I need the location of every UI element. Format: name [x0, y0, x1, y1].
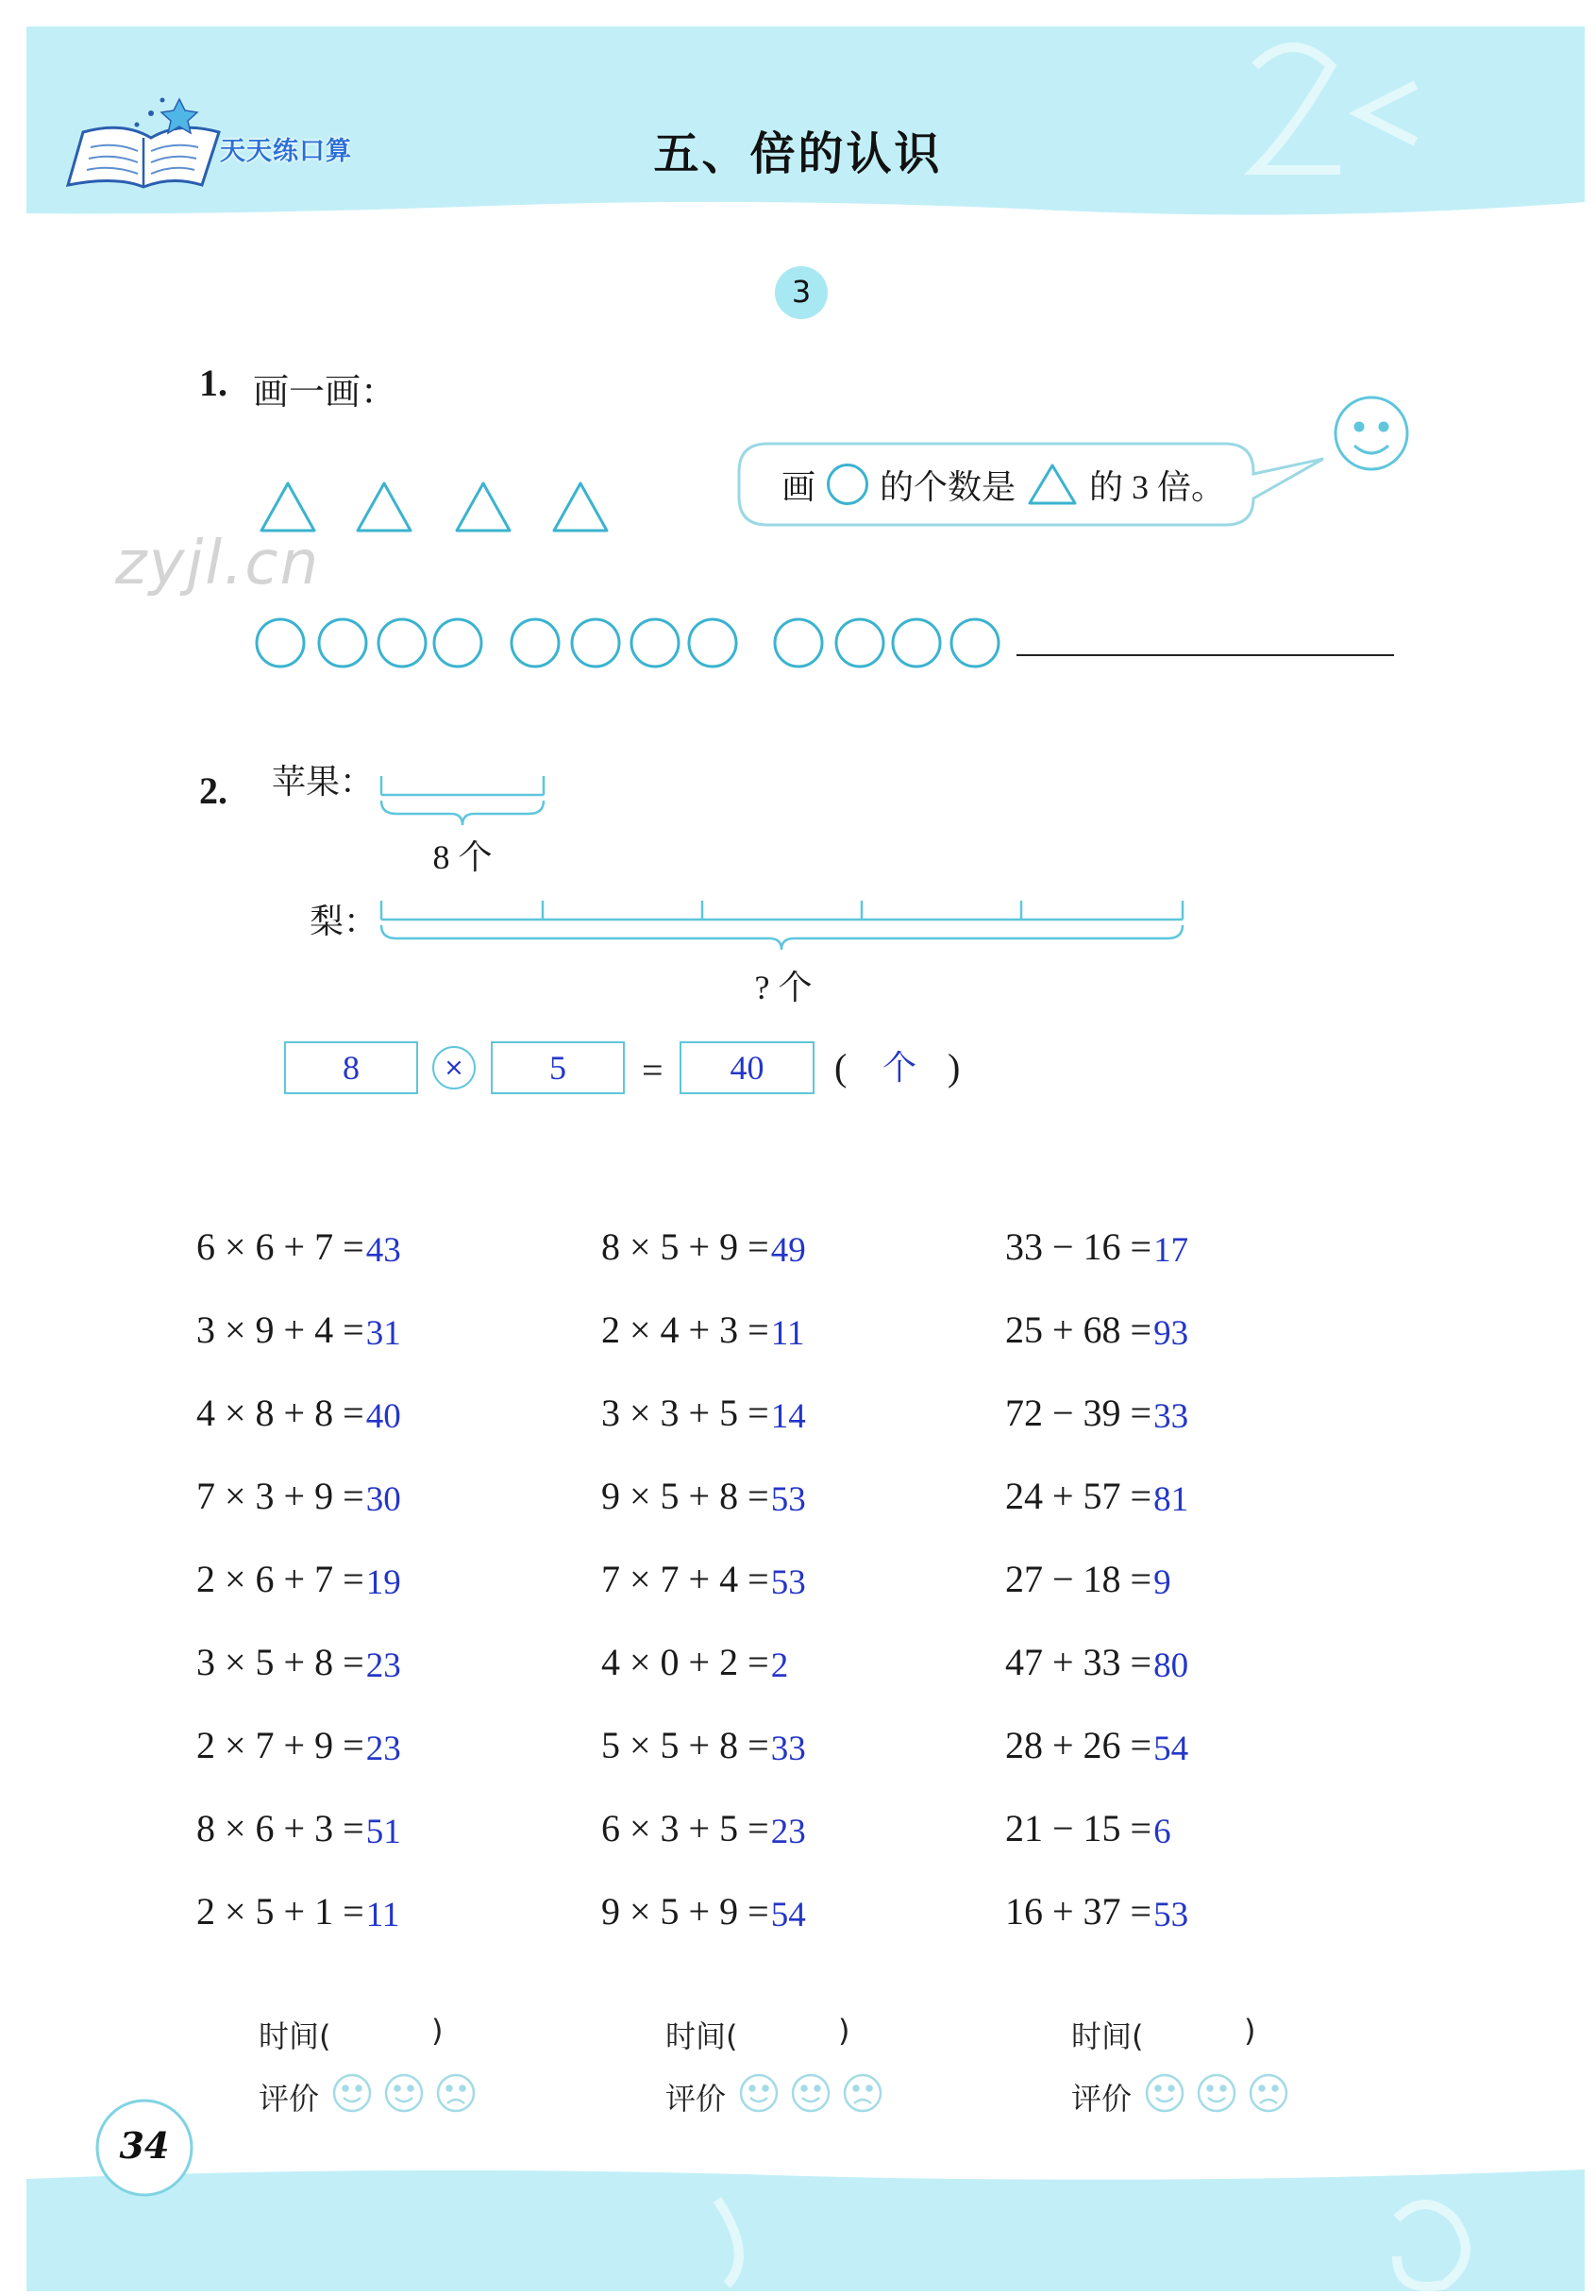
smile-face-icon — [1199, 2075, 1235, 2111]
frown-face-icon — [845, 2075, 881, 2111]
calc-answer: 23 — [365, 1729, 401, 1768]
calc-row — [196, 1288, 401, 1371]
question-1-label: 画一画： — [253, 373, 397, 413]
calc-row — [1005, 1620, 1188, 1703]
calc-row — [196, 1869, 401, 1952]
calc-answer: 54 — [1153, 1729, 1189, 1768]
calc-row — [601, 1703, 806, 1786]
calc-answer: 11 — [365, 1895, 400, 1934]
calc-row — [196, 1454, 401, 1537]
calc-column — [601, 1205, 806, 1952]
star-icon — [160, 98, 165, 103]
bubble-text-count: 的个数是 — [880, 467, 1016, 506]
equation-factor-1: 8 — [284, 1041, 418, 1094]
bubble-text-times: 的 3 倍。 — [1089, 467, 1226, 506]
calc-answer: 80 — [1153, 1646, 1189, 1685]
calc-expression: 4 × 8 + 8 = — [196, 1391, 364, 1434]
calc-column — [1005, 1205, 1188, 1952]
apple-label: 苹果： — [272, 763, 375, 801]
calc-expression: 2 × 4 + 3 = — [601, 1308, 769, 1351]
calc-row — [196, 1620, 401, 1703]
time-close: ) — [838, 2013, 850, 2049]
calc-row — [601, 1205, 806, 1288]
calc-expression: 2 × 5 + 1 = — [196, 1889, 364, 1933]
calc-answer: 49 — [770, 1230, 806, 1270]
calc-answer: 43 — [365, 1230, 401, 1270]
pear-bar — [381, 901, 1183, 950]
calc-row — [601, 1786, 806, 1869]
calc-row — [1005, 1288, 1188, 1371]
calc-answer: 33 — [1153, 1396, 1189, 1436]
calc-row — [1005, 1205, 1188, 1288]
calc-row — [196, 1205, 401, 1288]
calc-expression: 28 + 26 = — [1005, 1723, 1152, 1766]
footer-band — [26, 2169, 1585, 2291]
calc-answer: 93 — [1153, 1313, 1189, 1353]
calc-row — [196, 1786, 401, 1869]
pear-brace — [381, 925, 1183, 950]
circle-shape — [319, 619, 366, 667]
calc-row — [601, 1869, 806, 1952]
calc-answer: 14 — [770, 1396, 806, 1436]
calc-expression: 5 × 5 + 8 = — [601, 1723, 769, 1766]
speech-bubble-text — [776, 457, 1231, 512]
question-1-number: 1. — [199, 362, 227, 404]
unit-paren-open: ( — [834, 1046, 848, 1089]
pear-count: ? 个 — [754, 969, 813, 1006]
calc-expression: 21 − 15 = — [1005, 1806, 1152, 1849]
pear-label: 梨： — [310, 903, 378, 940]
triangle-shape — [261, 483, 314, 531]
rating-label: 评价 — [1071, 2081, 1133, 2117]
calc-answer: 6 — [1153, 1812, 1171, 1851]
smile-face-icon — [1147, 2075, 1183, 2111]
circle-icon — [827, 464, 868, 505]
smile-face-icon — [793, 2075, 829, 2111]
page-number: 34 — [119, 2124, 170, 2167]
time-label: 时间( — [259, 2018, 331, 2054]
circle-shape — [775, 619, 822, 667]
watermark: zyjl.cn — [115, 529, 321, 599]
equals-sign: = — [642, 1049, 664, 1091]
calc-column — [196, 1205, 401, 1952]
time-label: 时间( — [1071, 2018, 1144, 2054]
calc-expression: 3 × 9 + 4 = — [196, 1308, 364, 1351]
equation-unit: 个 — [882, 1049, 917, 1087]
calc-expression: 33 − 16 = — [1005, 1224, 1152, 1268]
lesson-badge: 3 — [791, 274, 812, 310]
calc-row — [601, 1371, 806, 1454]
calc-row — [196, 1371, 401, 1454]
calc-row — [1005, 1703, 1188, 1786]
calc-expression: 47 + 33 = — [1005, 1640, 1152, 1683]
rating-label: 评价 — [665, 2081, 727, 2117]
multiply-sign: × — [432, 1046, 476, 1089]
equation-factor-2: 5 — [491, 1041, 625, 1094]
page-title: 五、倍的认识 — [653, 127, 943, 180]
calc-expression: 2 × 6 + 7 = — [196, 1557, 364, 1600]
calc-expression: 9 × 5 + 8 = — [601, 1474, 769, 1517]
circle-shape — [257, 619, 304, 667]
frown-face-icon — [438, 2075, 474, 2111]
circle-shape — [512, 619, 559, 667]
apple-count: 8 个 — [432, 838, 493, 876]
question-2-number: 2. — [199, 769, 227, 812]
calc-answer: 23 — [365, 1646, 401, 1685]
calc-expression: 16 + 37 = — [1005, 1889, 1152, 1933]
triangle-shape — [457, 483, 510, 531]
circle-shape — [378, 619, 426, 667]
calc-expression: 27 − 18 = — [1005, 1557, 1152, 1600]
circle-shape — [631, 619, 679, 667]
triangle-shape — [358, 483, 411, 531]
triangle-icon — [1027, 463, 1078, 506]
logo-text: 天天练口算 — [220, 137, 352, 166]
calc-answer: 31 — [365, 1313, 401, 1353]
calc-row — [601, 1454, 806, 1537]
calc-answer: 30 — [365, 1479, 401, 1519]
calc-expression: 24 + 57 = — [1005, 1474, 1152, 1517]
calc-expression: 8 × 6 + 3 = — [196, 1806, 364, 1849]
calc-answer: 17 — [1153, 1230, 1189, 1270]
calc-expression: 2 × 7 + 9 = — [196, 1723, 364, 1766]
calc-answer: 53 — [770, 1479, 806, 1519]
calc-expression: 7 × 3 + 9 = — [196, 1474, 364, 1517]
calc-answer: 9 — [1153, 1562, 1171, 1602]
smiley-face-icon — [1336, 397, 1407, 469]
calc-answer: 19 — [365, 1562, 401, 1602]
calc-expression: 72 − 39 = — [1005, 1391, 1152, 1434]
calc-row — [601, 1288, 806, 1371]
smile-face-icon — [741, 2075, 777, 2111]
calc-answer: 53 — [770, 1562, 806, 1602]
calc-answer: 53 — [1153, 1895, 1189, 1934]
calc-answer: 11 — [770, 1313, 805, 1353]
triangle-shape — [554, 483, 607, 531]
calc-expression: 9 × 5 + 9 = — [601, 1889, 769, 1933]
calc-expression: 3 × 3 + 5 = — [601, 1391, 769, 1434]
circle-shape — [951, 619, 999, 667]
calc-row — [1005, 1786, 1188, 1869]
calc-row — [196, 1703, 401, 1786]
calc-row — [196, 1537, 401, 1620]
frown-face-icon — [1251, 2075, 1286, 2111]
calc-expression: 7 × 7 + 4 = — [601, 1557, 769, 1600]
calc-row — [601, 1537, 806, 1620]
calc-expression: 8 × 5 + 9 = — [601, 1224, 769, 1268]
calc-answer: 23 — [770, 1812, 806, 1851]
circle-shape — [689, 619, 736, 667]
smile-face-icon — [334, 2075, 370, 2111]
calc-row — [601, 1620, 806, 1703]
calc-row — [1005, 1371, 1188, 1454]
time-close: ) — [1244, 2013, 1256, 2049]
calc-expression: 25 + 68 = — [1005, 1308, 1152, 1351]
apple-brace — [381, 801, 544, 825]
calc-answer: 54 — [770, 1895, 806, 1934]
rating-label: 评价 — [259, 2081, 320, 2117]
star-icon — [148, 110, 154, 116]
calc-row — [1005, 1454, 1188, 1537]
equation-result: 40 — [680, 1041, 815, 1094]
calc-answer: 33 — [770, 1729, 806, 1768]
calc-answer: 81 — [1153, 1479, 1189, 1519]
unit-paren-close: ) — [948, 1046, 961, 1089]
calc-answer: 51 — [365, 1812, 401, 1851]
smile-face-icon — [386, 2075, 422, 2111]
circle-shape — [836, 619, 883, 667]
calc-answer: 40 — [365, 1396, 401, 1436]
calc-row — [1005, 1537, 1188, 1620]
bubble-word-draw: 画 — [781, 467, 816, 506]
calc-expression: 6 × 3 + 5 = — [601, 1806, 769, 1849]
circle-shape — [434, 619, 481, 667]
time-close: ) — [431, 2013, 444, 2049]
calc-expression: 4 × 0 + 2 = — [601, 1640, 769, 1683]
circle-shape — [893, 619, 940, 667]
calc-expression: 6 × 6 + 7 = — [196, 1224, 364, 1268]
calc-expression: 3 × 5 + 8 = — [196, 1640, 364, 1683]
time-label: 时间( — [665, 2018, 738, 2054]
apple-bar — [381, 776, 544, 825]
calc-answer: 2 — [770, 1646, 789, 1685]
circle-shape — [572, 619, 619, 667]
calc-row — [1005, 1869, 1188, 1952]
